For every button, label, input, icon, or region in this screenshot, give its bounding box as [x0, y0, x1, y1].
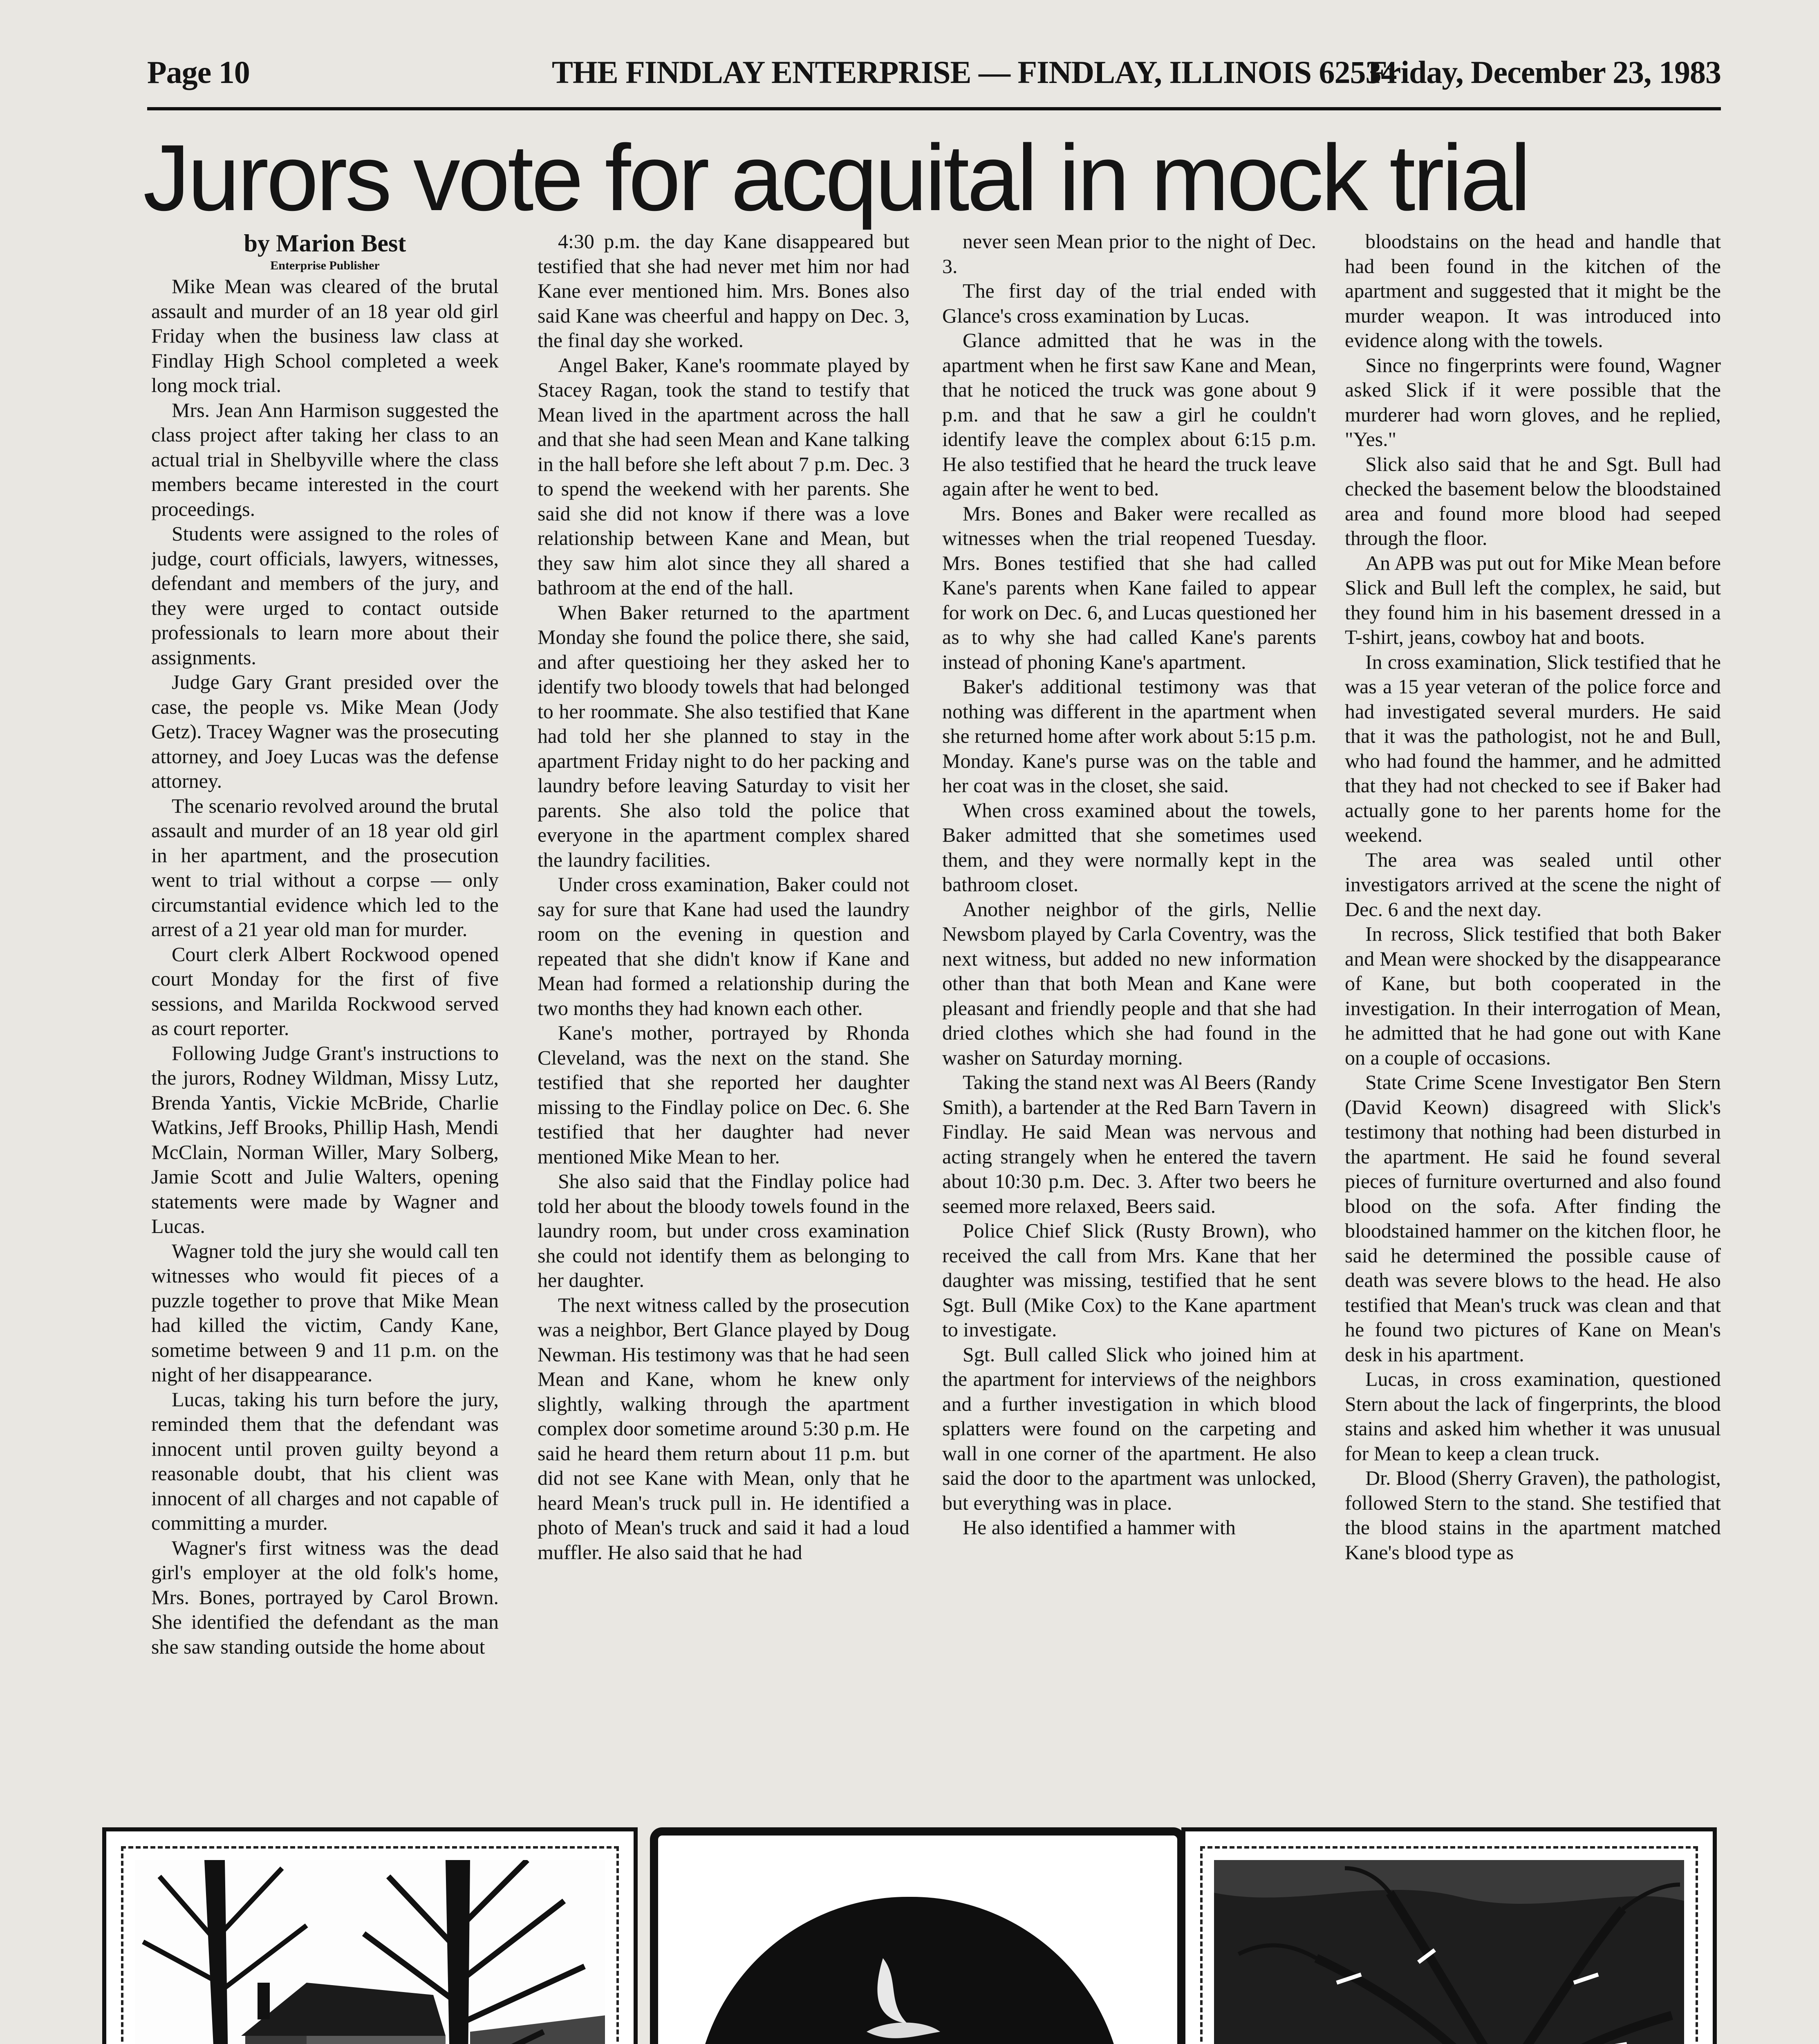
article-column-3	[942, 229, 1316, 1778]
article-paragraph: Slick also said that he and Sgt. Bull had checked the basement below the bloodstained area and found more blood had seeped through the floor.	[1345, 452, 1721, 549]
article-paragraph: Wagner told the jury she would call ten witnesses who would fit pieces of a puzzle together to prove that Mike Mean had killed the victim, Candy Kane, sometime between 9 and 11 p.m. on the night of her disappearance.	[151, 1239, 499, 1386]
byline-title: Enterprise Publisher	[270, 259, 380, 272]
article-paragraph: He also identified a hammer with	[963, 1516, 1236, 1539]
article-paragraph: Police Chief Slick (Rusty Brown), who received the call from Mrs. Kane that her daughter was missing, testified that he sent Sgt. Bull (Mike Cox) to the Kane apartment to investigate.	[942, 1219, 1316, 1341]
article-column-2	[538, 229, 910, 1778]
article-paragraph: Lucas, taking his turn before the jury, reminded them that the defendant was innocent until proven guilty beyond a reasonable doubt, that his client was innocent of all charges and not capable of committing a murder.	[151, 1387, 499, 1534]
article-paragraph: An APB was put out for Mike Mean before Slick and Bull left the complex, he said, but they found him in his basement dressed in a T-shirt, jeans, cowboy hat and boots.	[1345, 551, 1721, 648]
article-paragraph: The area was sealed until other investigators arrived at the scene the night of Dec. 6 and the next day.	[1345, 848, 1721, 921]
article-paragraph: In cross examination, Slick testified that he was a 15 year veteran of the police force and had investigated several murders. He said that it was the pathologist, not he and Bull, who had found the hammer, and he admitted that they had not checked to see if Baker had actually gone to her parents home for the weekend.	[1345, 650, 1721, 846]
winter-farmhouse-illustration	[135, 1860, 605, 2044]
ad-joy-and-peace	[1181, 1827, 1717, 2044]
article-column-1	[151, 229, 499, 1778]
article-paragraph: bloodstains on the head and handle that had been found in the kitchen of the apartment and suggested that it might be the murder weapon. It was introduced into evidence along with the towels.	[1345, 230, 1721, 352]
ad-best-wishes	[102, 1827, 638, 2044]
article-paragraph: Since no fingerprints were found, Wagner asked Slick if it were possible that the murderer had worn gloves, and he replied, "Yes."	[1345, 353, 1721, 450]
article-paragraph: She also said that the Findlay police had told her about the bloody towels found in the laundry room, but under cross examination she could not identify them as belonging to her daughter.	[538, 1170, 910, 1291]
masthead	[147, 46, 1721, 110]
article-paragraph: The first day of the trial ended with Glance's cross examination by Lucas.	[942, 279, 1316, 327]
bells-and-doves-icon	[695, 1897, 1124, 2044]
article-paragraph: Following Judge Grant's instructions to the jurors, Rodney Wildman, Missy Lutz, Brenda Yantis, Vickie McBride, Charlie Watkins, Jeff Brooks, Phillip Hash, Mendi McClain, Norman Willer, Mary Solberg, Jamie Scott and Julie Walters, opening statements were made by Wagner and Lucas.	[151, 1041, 499, 1237]
page-number: Page 10	[147, 54, 250, 90]
noel-arch-illustration	[695, 1897, 1124, 2044]
column-body	[942, 229, 1316, 1540]
issue-date: Friday, December 23, 1983	[1368, 54, 1721, 90]
article-paragraph: Under cross examination, Baker could not say for sure that Kane had used the laundry room on the evening in question and repeated that she didn't know if Kane and Mean had formed a relationship during the two months they had known each other.	[538, 873, 910, 1020]
byline: by Marion Best	[244, 230, 406, 257]
column-body	[151, 274, 499, 1659]
article-paragraph: Glance admitted that he was in the apartment when he first saw Kane and Mean, that he noticed the truck was gone about 9 p.m. and that he saw a girl he couldn't identify leave the complex about 6:15 p.m. He also testified that he heard the truck leave again after he went to bed.	[942, 329, 1316, 500]
article-paragraph: Kane's mother, portrayed by Rhonda Cleveland, was the next on the stand. She testified that she reported her daughter missing to the Findlay police on Dec. 6. She testified that her daughter had never mentioned Mike Mean to her.	[538, 1021, 910, 1168]
ad-noel	[650, 1827, 1185, 2044]
article-paragraph: Baker's additional testimony was that nothing was different in the apartment when she returned home after work about 5:15 p.m. Monday. Kane's purse was on the table and her coat was in the closet, she said.	[942, 675, 1316, 797]
article-paragraph: Angel Baker, Kane's roommate played by Stacey Ragan, took the stand to testify that Mean lived in the apartment across the hall and that she had seen Mean and Kane talking in the hall before she left about 7 p.m. Dec. 3 to spend the weekend with her parents. She said she did not know if there was a love relationship between Kane and Mean, but they saw him alot since they all shared a bathroom at the end of the hall.	[538, 353, 910, 599]
article-paragraph: Dr. Blood (Sherry Graven), the pathologist, followed Stern to the stand. She testified that the blood stains in the apartment matched Kane's blood type as	[1345, 1466, 1721, 1564]
article-paragraph: Mrs. Jean Ann Harmison suggested the class project after taking her class to an actual trial in Shelbyville where the class members became interested in the court proceedings.	[151, 398, 499, 520]
article-paragraph: The next witness called by the prosecution was a neighbor, Bert Glance played by Doug Newman. His testimony was that he had seen Mean and Kane, whom he knew only slightly, walking through the apartment complex door sometime around 5:30 p.m. He said he heard them return about 11 p.m. but did not see Kane with Mean, only that he heard Mean's truck pull in. He identified a photo of Mean's truck and said it had a loud muffler. He also said that he had	[538, 1293, 910, 1564]
article-paragraph: In recross, Slick testified that both Baker and Mean were shocked by the disappearance of Kane, but both cooperated in the investigation. In their interrogation of Mean, he admitted that he had gone out with Kane on a couple of occasions.	[1345, 922, 1721, 1069]
article-paragraph: Court clerk Albert Rockwood opened court Monday for the first of five sessions, and Marilda Rockwood served as court reporter.	[151, 942, 499, 1040]
column-body	[1345, 229, 1721, 1564]
article-paragraph: When cross examined about the towels, Baker admitted that she sometimes used them, and they were normally kept in the bathroom closet.	[942, 798, 1316, 896]
article-paragraph: The scenario revolved around the brutal assault and murder of an 18 year old girl in her apartment, and the prosecution went to trial without a corpse — only circumstantial evidence which led to the arrest of a 21 year old man for murder.	[151, 794, 499, 941]
article-paragraph: Judge Gary Grant presided over the case, the people vs. Mike Mean (Jody Getz). Tracey Wagner was the prosecuting attorney, and Joey Lucas was the defense attorney.	[151, 670, 499, 792]
headline: Jurors vote for acquital in mock trial	[143, 125, 1529, 230]
article-paragraph: Mike Mean was cleared of the brutal assault and murder of an 18 year old girl Friday when the business law class at Findlay High School completed a week long mock trial.	[151, 275, 499, 397]
article-paragraph: Wagner's first witness was the dead girl's employer at the old folk's home, Mrs. Bones, portrayed by Carol Brown. She identified the defendant as the man she saw standing outside the home about	[151, 1536, 499, 1658]
snowy-tree-coach-illustration	[1214, 1860, 1684, 2044]
article-paragraph: never seen Mean prior to the night of Dec. 3.	[942, 230, 1316, 278]
article-paragraph: Lucas, in cross examination, questioned Stern about the lack of fingerprints, the blood stains and asked him whether it was unusual for Mean to keep a clean truck.	[1345, 1367, 1721, 1465]
article-paragraph: 4:30 p.m. the day Kane disappeared but testified that she had never met him nor had Kane ever mentioned him. Mrs. Bones also said Kane was cheerful and happy on Dec. 3, the final day she worked.	[538, 230, 910, 352]
article-paragraph: Sgt. Bull called Slick who joined him at the apartment for interviews of the neighbors and a further investigation in which blood splatters were found on the carpeting and wall in one corner of the apartment. He also said the door to the apartment was unlocked, but everything was in place.	[942, 1342, 1316, 1514]
paper-name: THE FINDLAY ENTERPRISE — FINDLAY, ILLINOIS 62534	[552, 54, 1397, 90]
column-body	[538, 229, 910, 1564]
article-paragraph: State Crime Scene Investigator Ben Stern (David Keown) disagreed with Slick's testimony that nothing had been disturbed in the apartment. He said he found several pieces of furniture overturned and also found blood on the sofa. After finding the bloodstained hammer on the kitchen floor, he said he determined the possible cause of death was severe blows to the head. He also testified that Mean's truck was clean and that he found two pictures of Kane on Mean's desk in his apartment.	[1345, 1071, 1721, 1366]
article-paragraph: When Baker returned to the apartment Monday she found the police there, she said, and after questioing her they asked her to identify two bloody towels that had belonged to her roommate. She also testified that Kane had told her she planned to stay in the apartment Friday night to do her packing and laundry before leaving Saturday to visit her parents. She also told the police that everyone in the apartment complex shared the laundry facilities.	[538, 601, 910, 871]
article-column-4	[1345, 229, 1721, 1778]
article-paragraph: Students were assigned to the roles of judge, court officials, lawyers, witnesses, defendant and members of the jury, and they were urged to contact outside professionals to learn more about their assignments.	[151, 522, 499, 669]
article-paragraph: Mrs. Bones and Baker were recalled as witnesses when the trial reopened Tuesday. Mrs. Bones testified that she had called Kane's parents when Kane failed to appear for work on Dec. 6, and Lucas questioned her as to why she had called Kane's parents instead of phoning Kane's apartment.	[942, 502, 1316, 673]
article-paragraph: Taking the stand next was Al Beers (Randy Smith), a bartender at the Red Barn Tavern in Findlay. He said Mean was nervous and acting strangely when he entered the tavern about 10:30 p.m. Dec. 3. After two beers he seemed more relaxed, Beers said.	[942, 1071, 1316, 1217]
article-paragraph: Another neighbor of the girls, Nellie Newsbom played by Carla Coventry, was the next witness, but added no new information other than that both Mean and Kane were pleasant and friendly people and that she had dried clothes which she had found in the washer on Saturday morning.	[942, 897, 1316, 1069]
